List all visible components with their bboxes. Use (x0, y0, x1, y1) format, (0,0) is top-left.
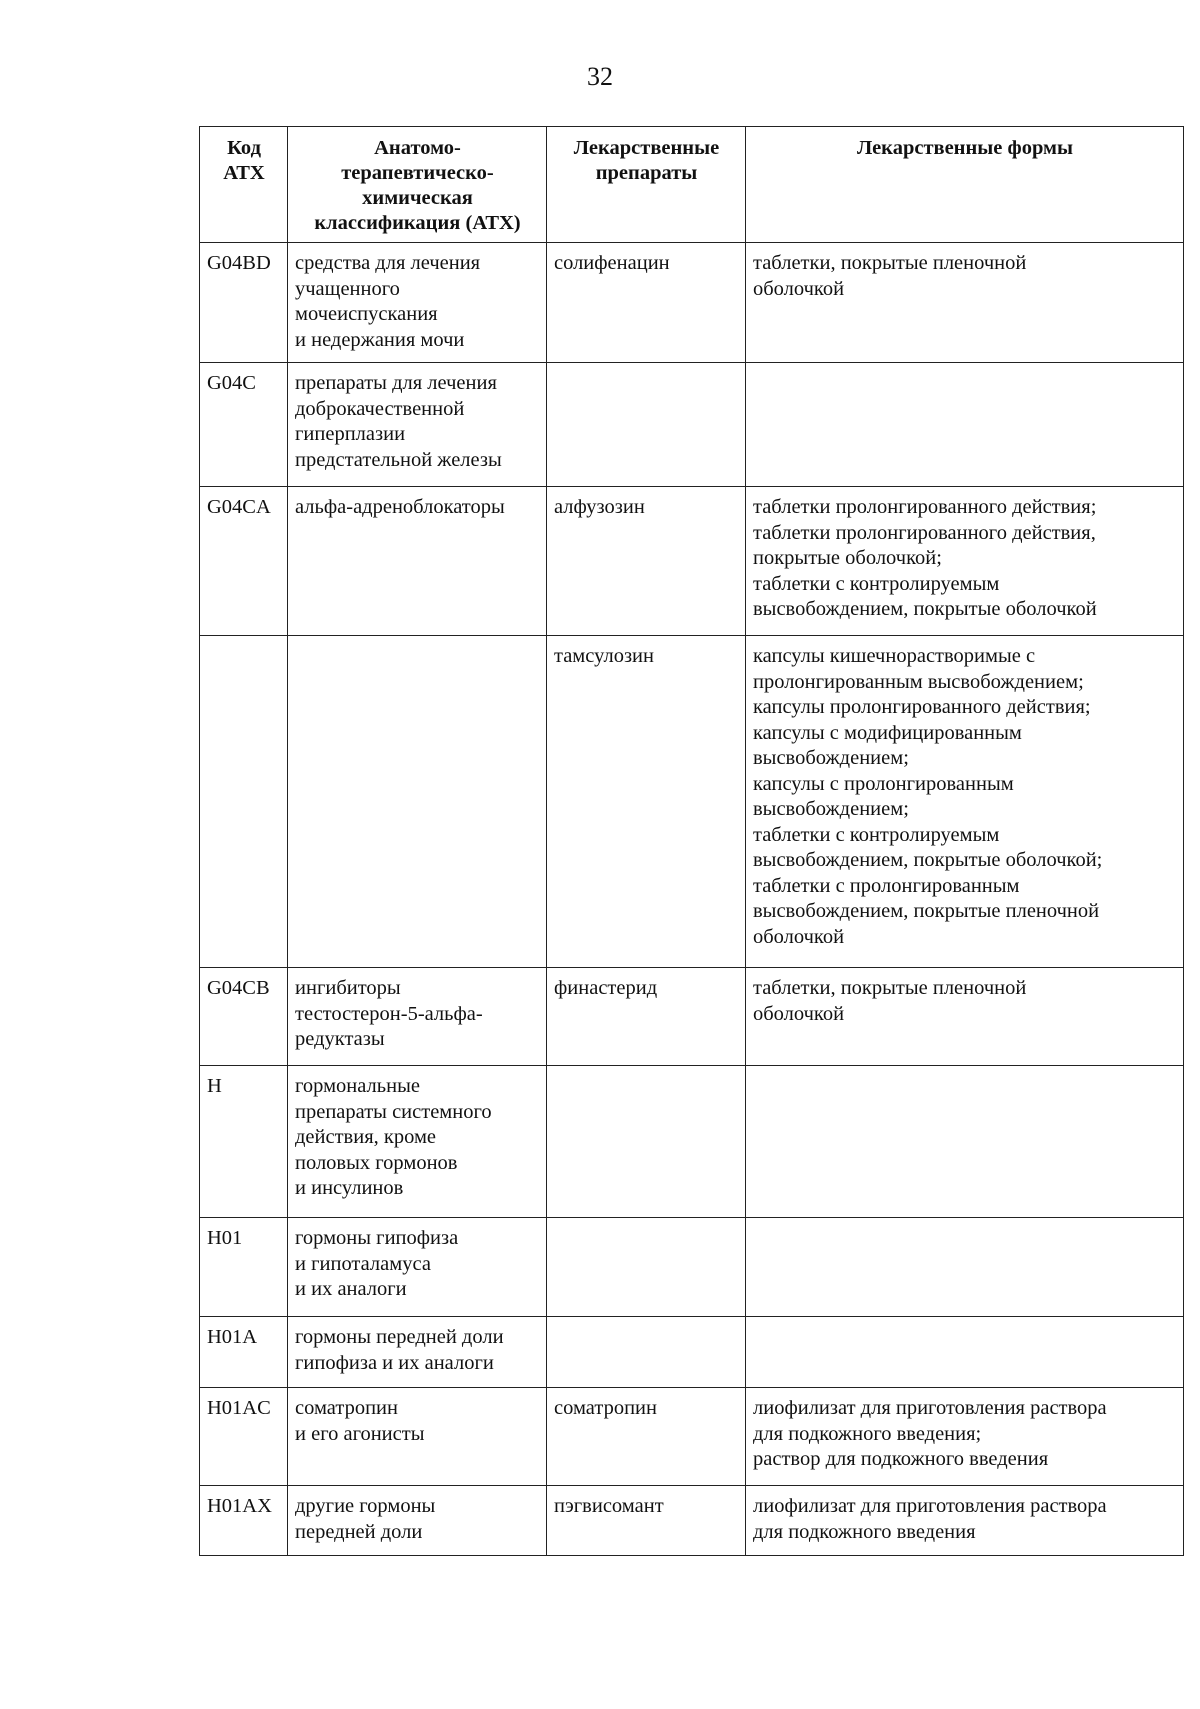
atc-code: G04C (200, 363, 288, 487)
drug-name: соматропин (547, 1388, 746, 1486)
header-drugs: Лекарственные препараты (547, 127, 746, 243)
drug-name: алфузозин (547, 487, 746, 636)
atc-classification: другие гормоны передней доли (288, 1486, 547, 1556)
dosage-forms (746, 1066, 1184, 1218)
drug-name (547, 363, 746, 487)
table-row (200, 1388, 1184, 1486)
atc-classification: средства для лечения учащенного мочеиспускания и недержания мочи (288, 243, 547, 363)
atc-code: H (200, 1066, 288, 1218)
atc-classification: гормональные препараты системного действия, кроме половых гормонов и инсулинов (288, 1066, 547, 1218)
drug-name (547, 1066, 746, 1218)
drug-name: финастерид (547, 968, 746, 1066)
table-row (200, 363, 1184, 487)
header-classification: Анатомо- терапевтическо- химическая классификация (АТХ) (288, 127, 547, 243)
dosage-forms: таблетки, покрытые пленочной оболочкой (746, 968, 1184, 1066)
dosage-forms: лиофилизат для приготовления раствора для подкожного введения; раствор для подкожного введения (746, 1388, 1184, 1486)
atc-classification: альфа-адреноблокаторы (288, 487, 547, 636)
drug-name: пэгвисомант (547, 1486, 746, 1556)
dosage-forms: таблетки, покрытые пленочной оболочкой (746, 243, 1184, 363)
atc-classification: гормоны гипофиза и гипоталамуса и их аналоги (288, 1218, 547, 1317)
table-row (200, 1218, 1184, 1317)
table-row (200, 1066, 1184, 1218)
atc-code: H01 (200, 1218, 288, 1317)
dosage-forms (746, 363, 1184, 487)
table-row (200, 1317, 1184, 1388)
table-row (200, 1486, 1184, 1556)
table-row (200, 636, 1184, 968)
atc-code: G04CB (200, 968, 288, 1066)
drug-name: солифенацин (547, 243, 746, 363)
drug-name (547, 1317, 746, 1388)
table-row (200, 968, 1184, 1066)
dosage-forms (746, 1317, 1184, 1388)
atc-code: G04BD (200, 243, 288, 363)
header-code: Код АТХ (200, 127, 288, 243)
drug-name: тамсулозин (547, 636, 746, 968)
table-header-row (200, 127, 1184, 243)
table-row (200, 243, 1184, 363)
atc-classification: препараты для лечения доброкачественной гиперплазии предстательной железы (288, 363, 547, 487)
drug-name (547, 1218, 746, 1317)
atc-code: H01A (200, 1317, 288, 1388)
atc-classification (288, 636, 547, 968)
header-forms: Лекарственные формы (746, 127, 1184, 243)
atc-code: H01AC (200, 1388, 288, 1486)
table-row (200, 487, 1184, 636)
atc-code: H01AX (200, 1486, 288, 1556)
page-number: 32 (587, 62, 613, 91)
atc-code: G04CA (200, 487, 288, 636)
dosage-forms: таблетки пролонгированного действия; таблетки пролонгированного действия, покрытые оболочкой; таблетки с контролируемым высвобождением, покрытые оболочкой (746, 487, 1184, 636)
atc-classification: гормоны передней доли гипофиза и их аналоги (288, 1317, 547, 1388)
atc-code (200, 636, 288, 968)
atc-classification: соматропин и его агонисты (288, 1388, 547, 1486)
atc-classification: ингибиторы тестостерон-5-альфа- редуктазы (288, 968, 547, 1066)
dosage-forms: лиофилизат для приготовления раствора для подкожного введения (746, 1486, 1184, 1556)
atc-table (199, 126, 1184, 1556)
dosage-forms (746, 1218, 1184, 1317)
dosage-forms: капсулы кишечнорастворимые с пролонгированным высвобождением; капсулы пролонгированного действия; капсулы с модифицированным высвобождением; капсулы с пролонгированным высвобождением; таблетки с контролируемым высвобождением, покрытые оболочкой; таблетки с пролонгированным высвобождением, покрытые пленочной оболочкой (746, 636, 1184, 968)
